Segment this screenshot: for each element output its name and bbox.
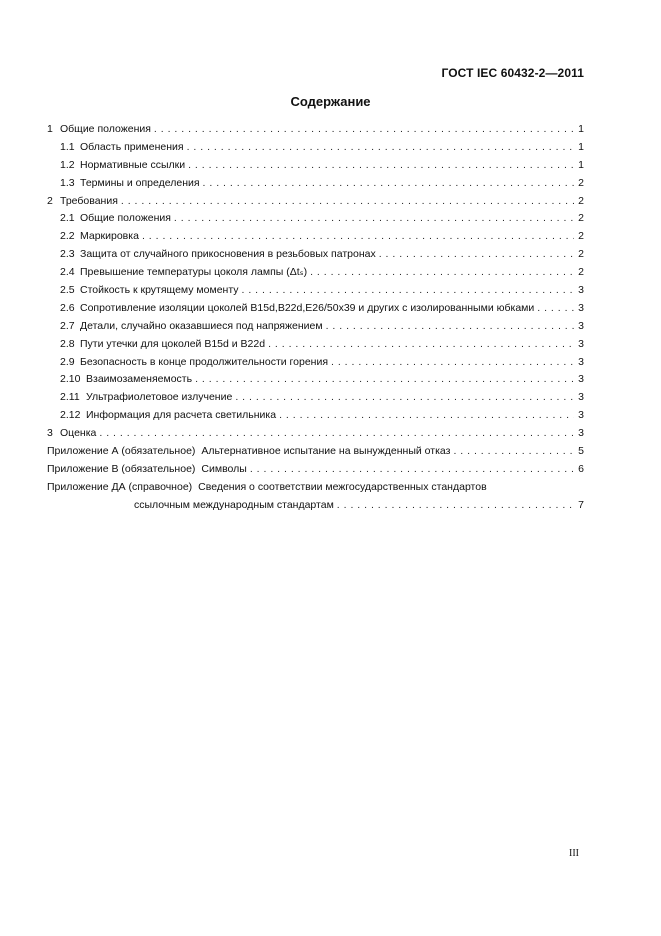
toc-text: Безопасность в конце продолжительности горения <box>80 355 329 368</box>
toc-page: 5 <box>578 445 584 458</box>
document-code: ГОСТ IEC 60432-2—2011 <box>441 66 584 80</box>
toc-number: 1.1 <box>60 140 75 153</box>
toc-entry[interactable] <box>47 228 584 246</box>
toc-text: Стойкость к крутящему моменту <box>80 284 239 297</box>
toc-page: 2 <box>578 266 584 279</box>
toc-number: 2 <box>47 194 53 207</box>
toc-leader <box>250 461 574 479</box>
toc-leader <box>279 407 574 425</box>
toc-text: Термины и определения <box>80 176 200 189</box>
toc-number: 2.2 <box>60 230 75 243</box>
toc-page: 2 <box>578 176 584 189</box>
toc-text: Детали, случайно оказавшиеся под напряжением <box>80 319 323 332</box>
toc-leader <box>326 318 574 336</box>
toc-entry[interactable] <box>47 318 584 336</box>
toc-leader <box>242 282 574 300</box>
toc-leader <box>203 175 574 193</box>
toc-entry[interactable] <box>47 336 584 354</box>
toc-leader <box>453 443 574 461</box>
toc-entry[interactable] <box>47 407 584 425</box>
toc-appendix-entry[interactable] <box>47 443 584 461</box>
toc-entry[interactable] <box>47 210 584 228</box>
toc-text: Сопротивление изоляции цоколей B15d,B22d,E26/50x39 и других с изолированными юбками <box>80 301 535 314</box>
toc-page: 3 <box>578 427 584 440</box>
toc-leader <box>268 336 574 354</box>
appendix-title: Сведения о соответствии межгосударственных стандартов <box>198 480 487 493</box>
toc-text: Общие положения <box>80 212 171 225</box>
toc-number: 2.4 <box>60 266 75 279</box>
toc-page: 1 <box>578 158 584 171</box>
toc-leader <box>188 157 574 175</box>
toc-text: Пути утечки для цоколей B15d и B22d <box>80 337 266 350</box>
toc-entry[interactable] <box>47 425 584 443</box>
toc-page: 3 <box>578 391 584 404</box>
toc-appendix-entry[interactable] <box>47 461 584 479</box>
toc-text: Превышение температуры цоколя лампы (Δtₛ) <box>80 266 308 279</box>
appendix-label: Приложение А (обязательное) <box>47 445 196 458</box>
toc-page: 3 <box>578 355 584 368</box>
toc-number: 2.5 <box>60 284 75 297</box>
toc-number: 2.8 <box>60 337 75 350</box>
toc-page: 1 <box>578 123 584 135</box>
toc-leader <box>174 210 574 228</box>
toc-page: 3 <box>578 409 584 422</box>
toc-text: Область применения <box>80 140 184 153</box>
toc-title: Содержание <box>290 94 371 109</box>
toc-number: 2.6 <box>60 301 75 314</box>
toc-text: Нормативные ссылки <box>80 158 186 171</box>
toc-number: 1.3 <box>60 176 75 189</box>
toc-leader <box>154 121 574 139</box>
toc-text: Ультрафиолетовое излучение <box>86 391 233 404</box>
toc-page: 3 <box>578 301 584 314</box>
toc-entry[interactable] <box>47 121 584 139</box>
toc-leader <box>337 497 574 515</box>
toc-page: 7 <box>578 498 584 511</box>
toc-page: 1 <box>578 140 584 153</box>
toc-entry[interactable] <box>47 139 584 157</box>
toc-leader <box>121 193 574 211</box>
toc-leader <box>195 371 574 389</box>
toc-number: 2.1 <box>60 212 75 225</box>
toc-number: 1 <box>47 123 53 135</box>
toc-entry[interactable] <box>47 157 584 175</box>
toc-number: 2.10 <box>60 373 81 386</box>
toc-text: Маркировка <box>80 230 139 243</box>
toc-page: 3 <box>578 373 584 386</box>
toc-number: 2.11 <box>60 391 80 404</box>
toc-leader <box>235 389 574 407</box>
toc-page: 2 <box>578 248 584 261</box>
appendix-title: Символы <box>201 462 247 475</box>
page-folio: III <box>569 848 579 859</box>
toc-number: 3 <box>47 427 53 440</box>
toc-entry[interactable] <box>47 246 584 264</box>
toc-text: Требования <box>60 194 118 207</box>
toc-leader <box>142 228 574 246</box>
toc-text: Оценка <box>60 427 97 440</box>
toc-entry[interactable] <box>47 389 584 407</box>
appendix-title-continued: ссылочным международным стандартам <box>134 498 334 511</box>
toc-page: 3 <box>578 337 584 350</box>
toc-number: 1.2 <box>60 158 75 171</box>
toc-appendix-entry[interactable] <box>47 479 584 515</box>
toc-leader <box>310 264 574 282</box>
appendix-label: Приложение В (обязательное) <box>47 462 196 475</box>
appendix-title: Альтернативное испытание на вынужденный отказ <box>201 445 451 458</box>
toc-text: Общие положения <box>60 123 151 135</box>
toc-entry[interactable] <box>47 300 584 318</box>
toc-entry[interactable] <box>47 282 584 300</box>
toc-page: 3 <box>578 284 584 297</box>
toc-page: 6 <box>578 462 584 475</box>
toc-text: Защита от случайного прикосновения в резьбовых патронах <box>80 248 376 261</box>
toc-leader <box>537 300 574 318</box>
toc-entry[interactable] <box>47 193 584 211</box>
toc-number: 2.9 <box>60 355 75 368</box>
toc-number: 2.3 <box>60 248 75 261</box>
toc-text: Информация для расчета светильника <box>86 409 277 422</box>
toc-page: 2 <box>578 212 584 225</box>
table-of-contents <box>47 121 584 515</box>
toc-number: 2.7 <box>60 319 75 332</box>
toc-entry[interactable] <box>47 175 584 193</box>
toc-page: 2 <box>578 230 584 243</box>
toc-text: Взаимозаменяемость <box>86 373 193 386</box>
toc-page: 2 <box>578 194 584 207</box>
toc-leader <box>379 246 574 264</box>
toc-leader <box>99 425 574 443</box>
toc-leader <box>187 139 574 157</box>
toc-entry[interactable] <box>47 264 584 282</box>
appendix-label: Приложение ДА (справочное) <box>47 480 193 493</box>
toc-leader <box>331 354 574 372</box>
toc-number: 2.12 <box>60 409 81 422</box>
toc-entry[interactable] <box>47 371 584 389</box>
toc-page: 3 <box>578 319 584 332</box>
toc-entry[interactable] <box>47 354 584 372</box>
